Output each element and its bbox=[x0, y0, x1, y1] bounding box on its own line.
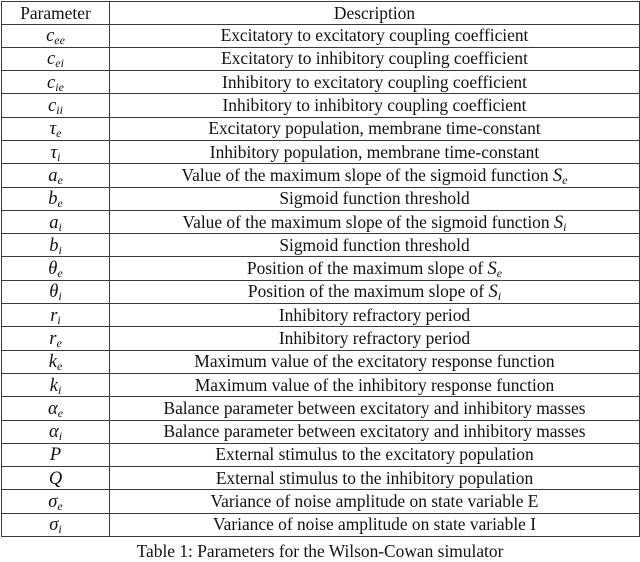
description-cell bbox=[110, 420, 640, 443]
description-cell bbox=[110, 71, 640, 94]
description-text: Variance of noise amplitude on state variable E bbox=[210, 491, 539, 512]
table-caption: Table 1: Parameters for the Wilson-Cowan simulator bbox=[136, 541, 504, 561]
description-text: Excitatory to excitatory coupling coefficient bbox=[220, 25, 529, 46]
description-text: Inhibitory refractory period bbox=[278, 304, 471, 325]
description-cell bbox=[110, 210, 640, 233]
table-row bbox=[2, 327, 640, 350]
parameter-symbol: $k_e$ bbox=[48, 352, 63, 374]
parameter-cell bbox=[2, 210, 110, 233]
parameter-symbol: $c_{ie}$ bbox=[47, 72, 64, 94]
description-text: Sigmoid function threshold bbox=[279, 234, 470, 255]
description-text: External stimulus to the excitatory population bbox=[215, 444, 534, 465]
description-cell bbox=[110, 373, 640, 396]
parameter-cell bbox=[2, 140, 110, 163]
parameter-cell bbox=[2, 467, 110, 490]
table-row bbox=[2, 467, 640, 490]
parameter-cell bbox=[2, 24, 110, 47]
parameter-symbol: $\sigma_e$ bbox=[48, 492, 63, 514]
parameter-cell bbox=[2, 304, 110, 327]
table-row bbox=[2, 140, 640, 163]
description-cell bbox=[110, 280, 640, 303]
description-text: Excitatory to inhibitory coupling coefficient bbox=[221, 48, 528, 69]
table-row bbox=[2, 397, 640, 420]
description-text: Balance parameter between excitatory and inhibitory masses bbox=[163, 421, 586, 442]
parameter-cell bbox=[2, 490, 110, 513]
parameter-cell bbox=[2, 327, 110, 350]
table-body bbox=[2, 24, 640, 537]
parameter-cell bbox=[2, 164, 110, 187]
table-row bbox=[2, 94, 640, 117]
header-description: Description bbox=[110, 2, 640, 25]
table-row bbox=[2, 420, 640, 443]
description-cell bbox=[110, 164, 640, 187]
description-cell bbox=[110, 327, 640, 350]
parameter-cell bbox=[2, 94, 110, 117]
table-header-row bbox=[2, 2, 640, 25]
description-text: Inhibitory population, membrane time-constant bbox=[209, 141, 540, 162]
parameter-symbol: $c_{ee}$ bbox=[46, 26, 65, 48]
parameter-cell bbox=[2, 373, 110, 396]
table-row bbox=[2, 24, 640, 47]
description-symbol: $S_e$ bbox=[487, 259, 503, 281]
description-cell bbox=[110, 490, 640, 513]
parameter-cell bbox=[2, 117, 110, 140]
description-cell bbox=[110, 234, 640, 257]
description-cell bbox=[110, 443, 640, 466]
parameter-symbol: $r_e$ bbox=[49, 329, 62, 350]
table-row bbox=[2, 490, 640, 513]
parameter-cell bbox=[2, 71, 110, 94]
parameter-symbol: $\tau_i$ bbox=[50, 142, 61, 164]
parameter-symbol: $\alpha_i$ bbox=[48, 422, 63, 444]
parameter-symbol: $b_e$ bbox=[48, 189, 63, 211]
description-text: Excitatory population, membrane time-constant bbox=[208, 118, 541, 139]
description-cell bbox=[110, 24, 640, 47]
description-cell bbox=[110, 350, 640, 373]
table-row bbox=[2, 350, 640, 373]
description-symbol: $S_i$ bbox=[553, 212, 567, 234]
parameter-cell bbox=[2, 350, 110, 373]
parameter-cell bbox=[2, 47, 110, 70]
parameter-cell bbox=[2, 397, 110, 420]
description-text: External stimulus to the inhibitory population bbox=[215, 467, 534, 488]
parameter-cell bbox=[2, 257, 110, 280]
description-cell bbox=[110, 47, 640, 70]
table-row bbox=[2, 71, 640, 94]
parameter-symbol: $\tau_e$ bbox=[49, 119, 62, 141]
table-row bbox=[2, 210, 640, 233]
table-row bbox=[2, 47, 640, 70]
description-text: Value of the maximum slope of the sigmoid function bbox=[181, 164, 553, 185]
parameter-symbol: $\theta_e$ bbox=[48, 259, 63, 281]
description-text: Inhibitory to inhibitory coupling coefficient bbox=[222, 95, 527, 116]
table-row bbox=[2, 234, 640, 257]
description-cell bbox=[110, 257, 640, 280]
description-text: Maximum value of the excitatory response function bbox=[194, 351, 555, 372]
table-row bbox=[2, 164, 640, 187]
parameter-symbol: $c_{ei}$ bbox=[47, 49, 64, 71]
description-cell bbox=[110, 513, 640, 536]
description-cell bbox=[110, 94, 640, 117]
parameter-cell bbox=[2, 234, 110, 257]
parameter-symbol: $c_{ii}$ bbox=[48, 96, 63, 118]
description-text: Inhibitory to excitatory coupling coefficient bbox=[222, 71, 527, 92]
parameter-symbol: $\theta_i$ bbox=[49, 282, 62, 304]
table-row bbox=[2, 304, 640, 327]
parameters-table bbox=[1, 1, 640, 537]
description-cell bbox=[110, 140, 640, 163]
parameter-symbol: P bbox=[49, 445, 62, 466]
header-parameter: Parameter bbox=[2, 2, 110, 25]
description-cell bbox=[110, 117, 640, 140]
description-symbol: $S_e$ bbox=[552, 165, 568, 187]
table-row bbox=[2, 187, 640, 210]
parameter-symbol: $a_i$ bbox=[49, 212, 62, 234]
description-text: Balance parameter between excitatory and inhibitory masses bbox=[163, 397, 586, 418]
description-cell bbox=[110, 397, 640, 420]
parameter-symbol: $r_i$ bbox=[50, 305, 61, 327]
parameter-cell bbox=[2, 187, 110, 210]
table-row bbox=[2, 373, 640, 396]
parameter-symbol: $\sigma_i$ bbox=[49, 515, 62, 537]
parameter-cell bbox=[2, 420, 110, 443]
description-cell bbox=[110, 304, 640, 327]
parameter-symbol: $k_i$ bbox=[49, 375, 62, 397]
parameter-symbol: Q bbox=[48, 468, 63, 489]
table-row bbox=[2, 513, 640, 536]
parameter-cell bbox=[2, 443, 110, 466]
description-text: Position of the maximum slope of bbox=[247, 281, 489, 302]
table-row bbox=[2, 117, 640, 140]
description-cell bbox=[110, 467, 640, 490]
table-row bbox=[2, 257, 640, 280]
parameter-cell bbox=[2, 513, 110, 536]
parameter-symbol: $a_e$ bbox=[48, 165, 63, 187]
description-text: Sigmoid function threshold bbox=[279, 188, 470, 209]
description-text: Position of the maximum slope of bbox=[246, 258, 488, 279]
parameter-symbol: $b_i$ bbox=[49, 235, 62, 257]
description-cell bbox=[110, 187, 640, 210]
description-text: Value of the maximum slope of the sigmoid function bbox=[182, 211, 554, 232]
description-text: Variance of noise amplitude on state variable I bbox=[212, 514, 537, 535]
description-text: Inhibitory refractory period bbox=[278, 328, 471, 348]
parameter-symbol: $\alpha_e$ bbox=[47, 398, 64, 420]
description-symbol: $S_i$ bbox=[488, 282, 502, 304]
parameter-cell bbox=[2, 280, 110, 303]
description-text: Maximum value of the inhibitory response function bbox=[194, 374, 555, 395]
table-row bbox=[2, 443, 640, 466]
table-row bbox=[2, 280, 640, 303]
